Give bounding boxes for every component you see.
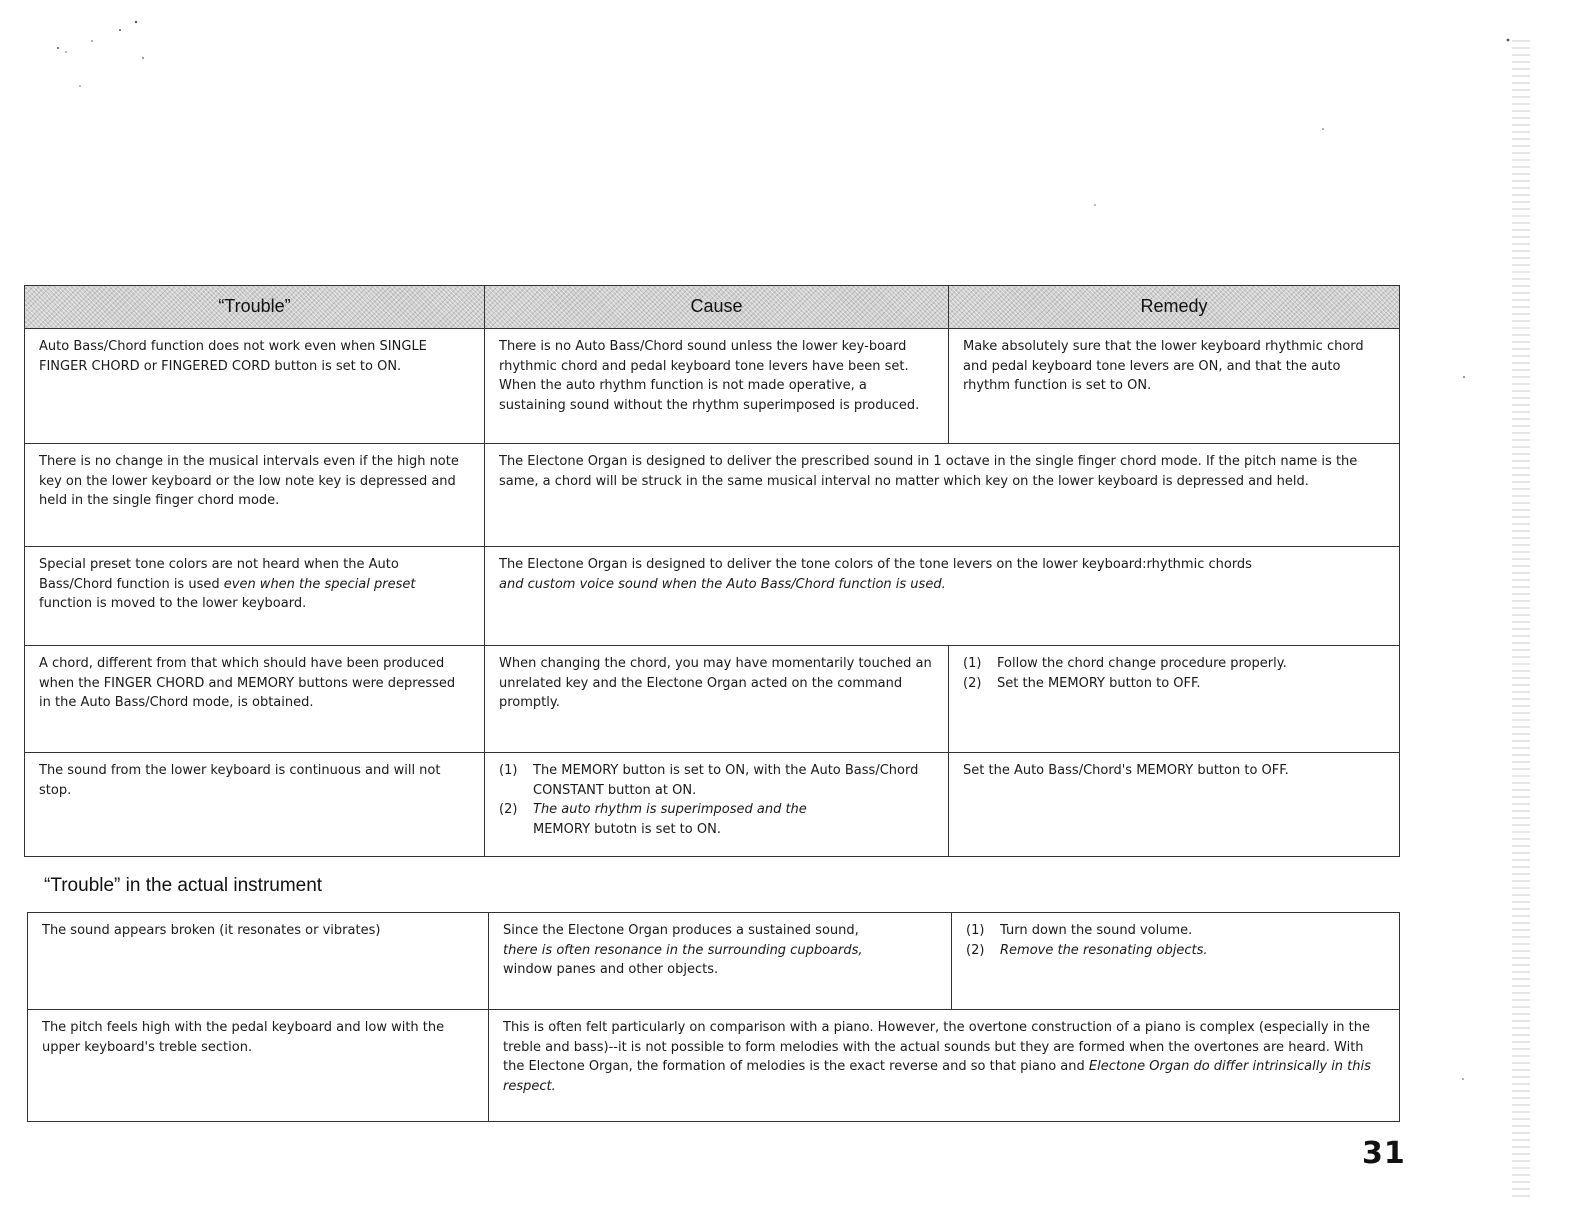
- trouble-text-italic: even when the special preset: [223, 576, 416, 592]
- trouble-cell: The sound appears broken (it resonates or vibrates): [28, 913, 489, 1010]
- cause-cell: There is no Auto Bass/Chord sound unless the lower key-board rhythmic chord and pedal keyboard tone levers have been set. When the auto rhythm function is not made operative, a sustaining sound without the rhythm superimposed is produced.: [485, 329, 949, 444]
- trouble-cell: A chord, different from that which should have been produced when the FINGER CHORD and MEMORY buttons were depressed in the Auto Bass/Chord mode, is obtained.: [25, 646, 485, 753]
- list-number: (2): [963, 675, 982, 691]
- table-row: [28, 913, 1400, 1010]
- table-row: [28, 1010, 1400, 1122]
- cause-cell: [485, 753, 949, 857]
- list-text: Set the MEMORY button to OFF.: [997, 675, 1201, 691]
- trouble-cell: Auto Bass/Chord function does not work even when SINGLE FINGER CHORD or FINGERED CORD button is set to ON.: [25, 329, 485, 444]
- instrument-trouble-table: [27, 912, 1400, 1122]
- list-item: [966, 921, 1385, 941]
- remedy-cell: [949, 646, 1400, 753]
- list-number: (1): [966, 923, 985, 938]
- table-row: [25, 444, 1400, 547]
- list-number: (2): [966, 942, 985, 958]
- list-item: [966, 941, 1385, 961]
- list-text-italic: The auto rhythm is superimposed and the: [533, 802, 807, 817]
- cause-text: Since the Electone Organ produces a sustained sound,: [503, 923, 859, 938]
- trouble-text: Special preset tone colors are not heard when the Auto Bass/Chord function is used: [39, 557, 399, 592]
- list-number: (1): [499, 763, 518, 778]
- cause-remedy-cell: [489, 1010, 1400, 1122]
- section-title: “Trouble” in the actual instrument: [44, 875, 323, 896]
- table-row: [25, 753, 1400, 857]
- list-text-wrap: [533, 800, 934, 839]
- cause-cell: When changing the chord, you may have momentarily touched an unrelated key and the Electone Organ acted on the command promptly.: [485, 646, 949, 753]
- header-cause: Cause: [485, 286, 949, 329]
- remedy-cell: Set the Auto Bass/Chord's MEMORY button to OFF.: [949, 753, 1400, 857]
- trouble-cell: There is no change in the musical intervals even if the high note key on the lower keyboard or the low note key is depressed and held in the single finger chord mode.: [25, 444, 485, 547]
- trouble-cell: [25, 547, 485, 646]
- list-item: [963, 674, 1385, 694]
- list-text: The MEMORY button is set to ON, with the Auto Bass/Chord CONSTANT button at ON.: [533, 763, 919, 798]
- page-number: 31: [1362, 1136, 1406, 1171]
- list-text: MEMORY butotn is set to ON.: [533, 821, 721, 837]
- cause-cell: [489, 913, 952, 1010]
- list-item: [963, 654, 1385, 674]
- trouble-cell: The sound from the lower keyboard is continuous and will not stop.: [25, 753, 485, 857]
- cause-text-italic: there is often resonance in the surrounding cupboards,: [503, 942, 863, 958]
- list-number: (1): [963, 656, 982, 671]
- cause-text: This is often felt particularly on comparison with a piano. However, the overtone construction of a piano is complex (especially in the treble and bass)--it is not possible to form melodies with the actual sounds but they are formed when the overtones are heard. With the Electone Organ, the formation of melodies is the exact reverse and so that piano and: [503, 1020, 1371, 1074]
- list-item: [499, 761, 934, 800]
- list-number: (2): [499, 802, 518, 817]
- cause-remedy-cell: [485, 547, 1400, 646]
- cause-text-italic: and custom voice sound when the Auto Bass/Chord function is used.: [499, 576, 946, 592]
- troubleshooting-table: [24, 285, 1400, 857]
- list-text-italic: Remove the resonating objects.: [1000, 942, 1208, 958]
- cause-remedy-cell: The Electone Organ is designed to deliver the prescribed sound in 1 octave in the single finger chord mode. If the pitch name is the same, a chord will be struck in the same musical interval no matter which key on the lower keyboard is depressed and held.: [485, 444, 1400, 547]
- table-header-row: [25, 286, 1400, 329]
- cause-text: window panes and other objects.: [503, 962, 719, 977]
- scan-edge-noise: [1512, 40, 1530, 1200]
- list-item: [499, 800, 934, 839]
- trouble-text: function is moved to the lower keyboard.: [39, 596, 307, 611]
- trouble-cell: The pitch feels high with the pedal keyboard and low with the upper keyboard's treble section.: [28, 1010, 489, 1122]
- header-trouble: “Trouble”: [25, 286, 485, 329]
- list-text: Turn down the sound volume.: [1000, 923, 1193, 938]
- list-text: Follow the chord change procedure properly.: [997, 656, 1287, 671]
- table-row: [25, 646, 1400, 753]
- table-row: [25, 329, 1400, 444]
- header-remedy: Remedy: [949, 286, 1400, 329]
- table-row: [25, 547, 1400, 646]
- cause-text-italic: Electone Organ do differ intrinsically in this respect.: [503, 1059, 1371, 1094]
- cause-text: The Electone Organ is designed to deliver the tone colors of the tone levers on the lower keyboard:rhythmic chords: [499, 557, 1252, 572]
- remedy-cell: Make absolutely sure that the lower keyboard rhythmic chord and pedal keyboard tone levers are ON, and that the auto rhythm function is set to ON.: [949, 329, 1400, 444]
- remedy-cell: [952, 913, 1400, 1010]
